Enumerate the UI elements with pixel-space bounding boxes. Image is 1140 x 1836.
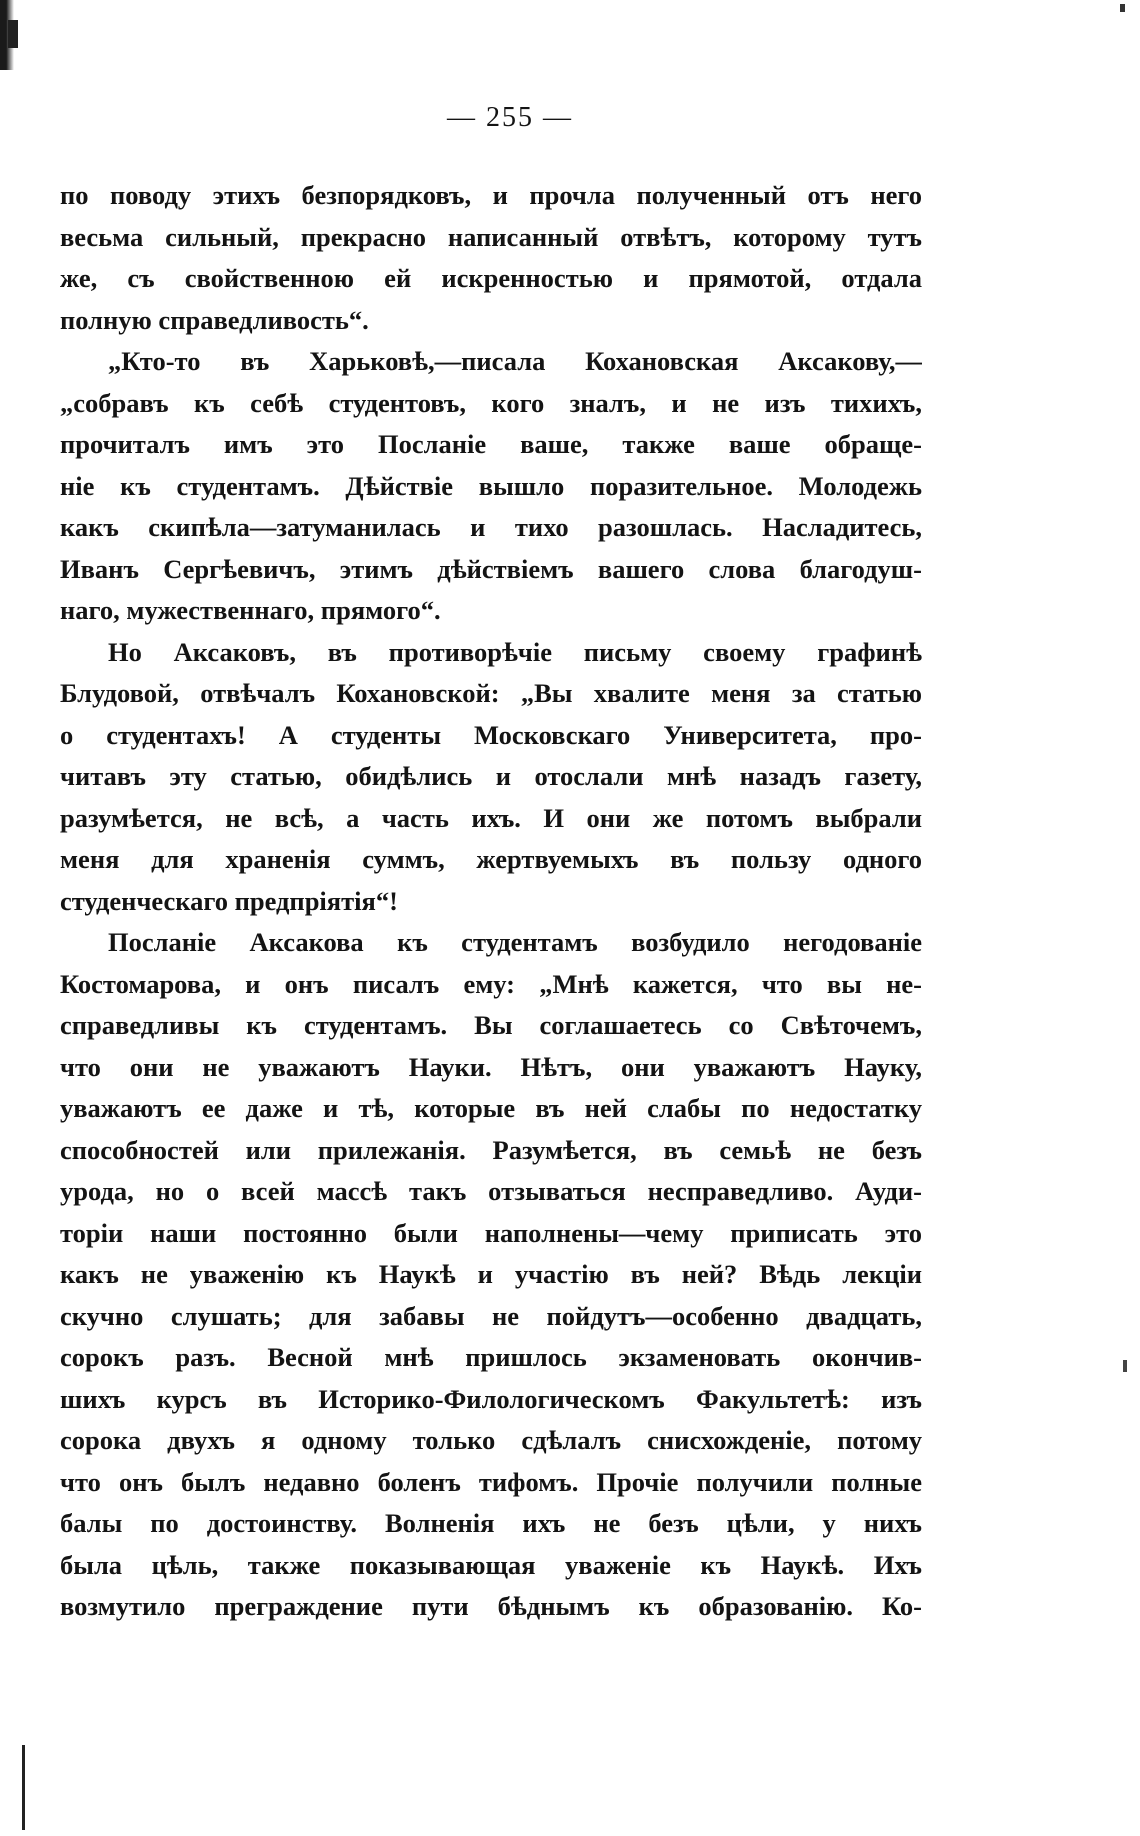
text-line: весьма сильный, прекрасно написанный отвѣтъ, которому тутъ	[60, 221, 922, 252]
text-line: полную справедливость“.	[60, 304, 369, 335]
scan-edge-line	[22, 1745, 25, 1830]
text-line: сорокъ разъ. Весной мнѣ пришлось экзаменовать окончив-	[60, 1342, 922, 1372]
text-line: скучно слушать; для забавы не пойдутъ—особенно двадцать,	[60, 1300, 922, 1331]
text-line: „Кто-то въ Харьковѣ,—писала Кохановская Аксакову,—	[108, 346, 922, 376]
text-line: уважаютъ ее даже и тѣ, которые въ ней слабы по недостатку	[60, 1093, 922, 1123]
text-line: прочиталъ имъ это Посланіе ваше, также ваше обраще-	[60, 429, 922, 459]
text-line: Иванъ Сергѣевичъ, этимъ дѣйствіемъ вашего слова благодуш-	[60, 553, 922, 584]
text-line: какъ скипѣла—затуманилась и тихо разошлась. Насладитесь,	[60, 512, 922, 542]
text-line: „собравъ къ себѣ студентовъ, кого зналъ, и не изъ тихихъ,	[60, 387, 922, 418]
text-line: была цѣль, также показывающая уваженіе къ Наукѣ. Ихъ	[60, 1549, 922, 1580]
text-line: наго, мужественнаго, прямого“.	[60, 595, 441, 625]
text-line: Костомарова, и онъ писалъ ему: „Мнѣ кажется, что вы не-	[60, 968, 922, 999]
body-text	[60, 175, 922, 1628]
text-line: разумѣется, не всѣ, а часть ихъ. И они же потомъ выбрали	[60, 802, 922, 833]
text-line: что они не уважаютъ Науки. Нѣтъ, они уважаютъ Науку,	[60, 1051, 922, 1082]
scan-edge-mark	[0, 0, 14, 70]
text-line: балы по достоинству. Волненія ихъ не безъ цѣли, у нихъ	[60, 1508, 922, 1538]
text-line: студенческаго предпріятія“!	[60, 885, 398, 916]
text-line: способностей или прилежанія. Разумѣется, въ семьѣ не безъ	[60, 1134, 922, 1165]
text-line: что онъ былъ недавно боленъ тифомъ. Прочіе получили полные	[60, 1466, 922, 1497]
text-line: какъ не уваженію къ Наукѣ и участію въ ней? Вѣдь лекціи	[60, 1259, 922, 1289]
text-line: о студентахъ! А студенты Московскаго Университета, про-	[60, 719, 922, 750]
text-line: сорока двухъ я одному только сдѣлалъ снисхожденіе, потому	[60, 1425, 922, 1455]
scan-speck	[1120, 4, 1125, 12]
text-line: читавъ эту статью, обидѣлись и отослали мнѣ назадъ газету,	[60, 761, 922, 791]
text-line: справедливы къ студентамъ. Вы соглашаетесь со Свѣточемъ,	[60, 1010, 922, 1040]
text-line: ніе къ студентамъ. Дѣйствіе вышло поразительное. Молодежь	[60, 470, 922, 501]
text-line: по поводу этихъ безпорядковъ, и прочла полученный отъ него	[60, 180, 922, 210]
text-line: Блудовой, отвѣчалъ Кохановской: „Вы хвалите меня за статью	[60, 678, 922, 708]
text-line: же, съ свойственною ей искренностью и прямотой, отдала	[60, 263, 922, 293]
text-line: Посланіе Аксакова къ студентамъ возбудило негодованіе	[108, 927, 922, 957]
text-line: возмутило преграждение пути бѣднымъ къ образованію. Ко-	[60, 1591, 922, 1621]
text-line: шихъ курсъ въ Историко-Филологическомъ Факультетѣ: изъ	[60, 1383, 922, 1414]
text-line: меня для храненія суммъ, жертвуемыхъ въ пользу одного	[60, 844, 922, 874]
text-line: Но Аксаковъ, въ противорѣчіе письму своему графинѣ	[108, 636, 922, 667]
text-line: урода, но о всей массѣ такъ отзываться несправедливо. Ауди-	[60, 1176, 922, 1206]
scan-speck	[1123, 1360, 1127, 1372]
page-number: — 255 —	[447, 102, 573, 133]
text-line: торіи наши постоянно были наполнены—чему приписать это	[60, 1217, 922, 1248]
